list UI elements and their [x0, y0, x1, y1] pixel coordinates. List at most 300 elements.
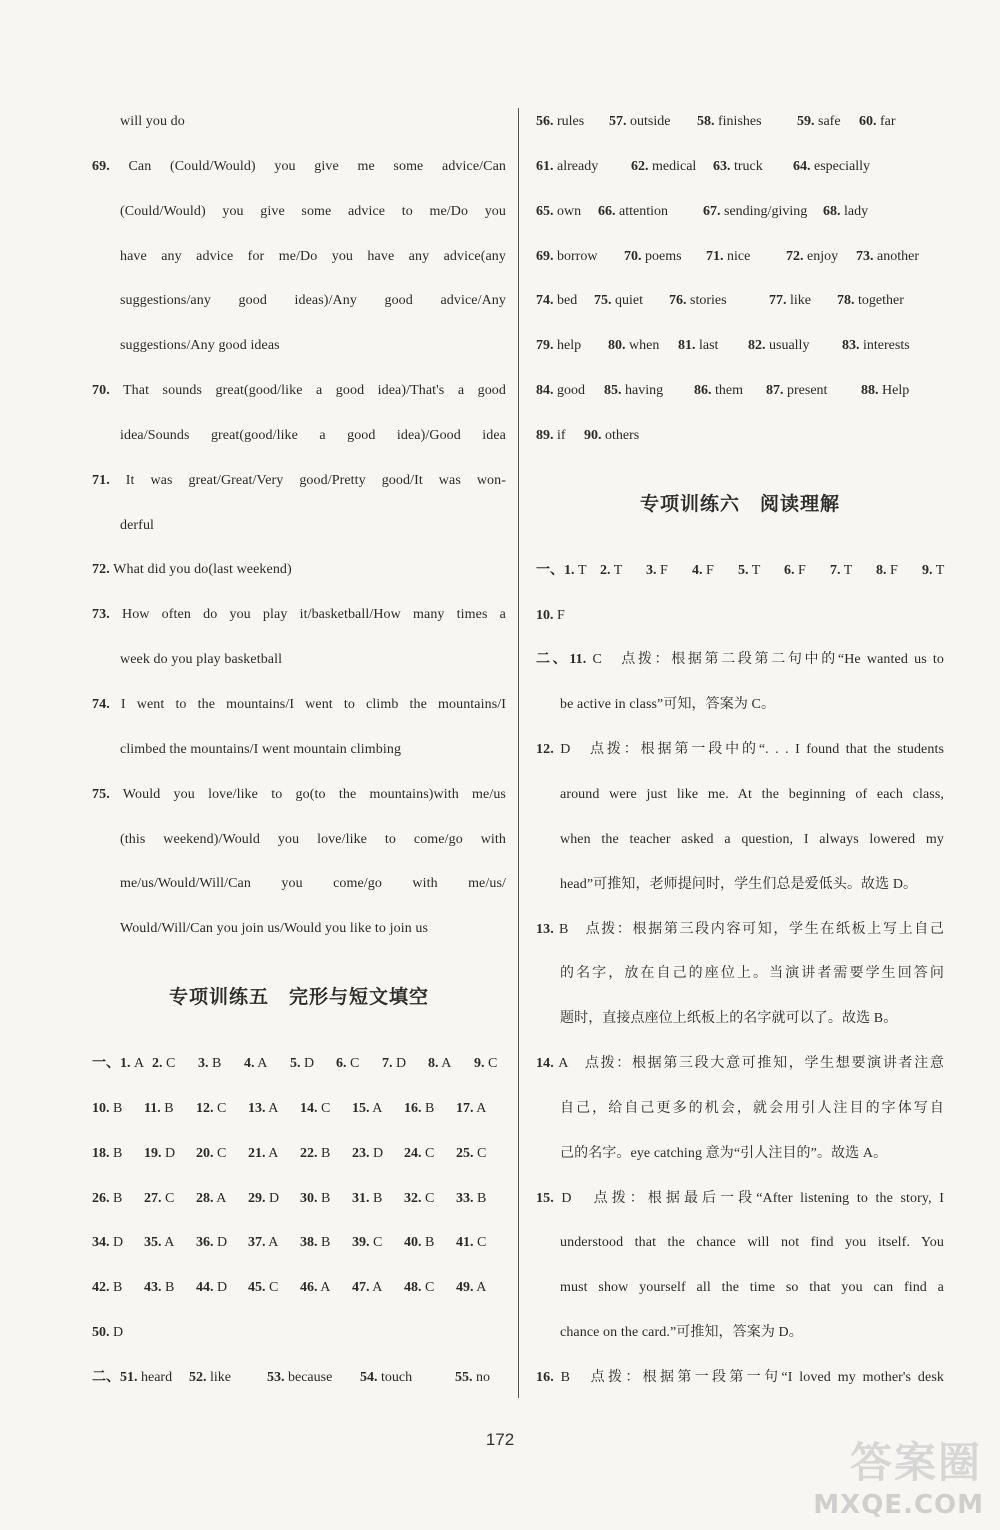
answer-cell — [144, 1266, 196, 1311]
answer-cell — [196, 1132, 248, 1177]
answer-value: A — [369, 1280, 383, 1296]
reading-explanations — [536, 638, 944, 1400]
answer-value: interests — [859, 338, 910, 354]
answer-cell — [267, 1356, 360, 1401]
answer-value: B — [109, 1100, 123, 1116]
answer-text: How often do you play it/basketball/How many times a — [109, 607, 506, 623]
answer-text: It was great/Great/Very good/Pretty good/It was won- — [109, 472, 506, 488]
question-number: 86. — [694, 383, 712, 399]
answer-cell — [861, 369, 931, 414]
question-number: 90. — [584, 427, 602, 443]
answer-value: A — [130, 1056, 145, 1072]
answer-cell — [92, 1132, 144, 1177]
question-number: 71. — [92, 472, 110, 488]
answer-cell — [631, 145, 713, 190]
question-number: 二、51. — [92, 1369, 138, 1385]
question-number: 80. — [608, 338, 626, 354]
answer-line — [92, 100, 506, 145]
answer-text: 己的名字。eye catching 意为“引人注目的”。故选 A。 — [560, 1145, 888, 1161]
answer-text: head”可推知，老师提问时，学生们总是爱低头。故选 D。 — [560, 876, 918, 892]
answer-value: especially — [810, 158, 870, 174]
answer-cell — [196, 1266, 248, 1311]
answer-value: C — [265, 1280, 279, 1296]
question-number: 48. — [404, 1280, 422, 1296]
answer-line — [536, 952, 944, 997]
question-number: 31. — [352, 1190, 370, 1206]
answer-value: finishes — [714, 114, 762, 129]
question-number: 9. — [922, 562, 933, 578]
question-number: 4. — [244, 1056, 255, 1072]
question-number: 42. — [92, 1280, 110, 1296]
answer-row — [536, 549, 944, 594]
answer-cell — [678, 324, 748, 369]
answer-value: because — [284, 1369, 333, 1385]
left-column — [92, 100, 506, 1401]
answer-cell — [300, 1266, 352, 1311]
answer-row — [536, 145, 944, 190]
question-number: 75. — [92, 786, 110, 802]
answer-value: T — [574, 562, 587, 578]
answer-cell — [536, 324, 608, 369]
answer-value: A — [473, 1280, 487, 1296]
answer-text: derful — [120, 517, 155, 533]
answer-value: A — [369, 1100, 383, 1116]
question-number: 3. — [198, 1056, 209, 1072]
question-number: 70. — [624, 248, 642, 264]
answer-row — [536, 324, 944, 369]
answer-value: D — [213, 1235, 228, 1251]
answer-value: A — [254, 1056, 268, 1072]
answer-cell — [694, 369, 766, 414]
answer-cell — [456, 1132, 506, 1177]
answer-row — [92, 1221, 506, 1266]
question-number: 68. — [823, 203, 841, 219]
answer-cell — [144, 1087, 196, 1132]
answer-text: me/us/Would/Will/Can you come/go with me/us/ — [120, 876, 506, 892]
answer-cell — [608, 324, 678, 369]
answer-value: C — [484, 1056, 498, 1072]
question-number: 30. — [300, 1190, 318, 1206]
answer-cell — [600, 549, 646, 594]
answer-cell — [360, 1356, 455, 1401]
cloze-answer-grid — [92, 1042, 506, 1401]
question-number: 49. — [456, 1280, 474, 1296]
answer-value: C — [162, 1056, 176, 1072]
answer-cell — [196, 1221, 248, 1266]
answer-text: must show yourself all the time so that you can find a — [560, 1280, 944, 1296]
answer-text: climbed the mountains/I went mountain climbing — [120, 741, 402, 757]
answer-text: Can (Could/Would) you give me some advice/Can — [109, 158, 506, 174]
answer-text: chance on the card.”可推知，答案为 D。 — [560, 1325, 803, 1341]
question-number: 76. — [669, 293, 687, 309]
watermark-logo-text: 答案圈 — [849, 1438, 982, 1487]
answer-value: C — [369, 1235, 383, 1251]
question-number: 11. — [144, 1100, 161, 1116]
answer-value: A — [161, 1235, 175, 1251]
answer-value: B — [317, 1145, 331, 1161]
question-number: 25. — [456, 1145, 474, 1161]
section-heading-5 — [92, 952, 506, 1042]
question-number: 66. — [598, 203, 616, 219]
question-number: 53. — [267, 1369, 285, 1385]
answer-value: T — [932, 562, 945, 578]
question-number: 7. — [830, 562, 841, 578]
question-number: 69. — [92, 158, 110, 174]
answer-cell — [248, 1087, 300, 1132]
question-number: 36. — [196, 1235, 214, 1251]
answer-value: D — [161, 1145, 176, 1161]
answer-cell — [536, 190, 598, 235]
answer-cell — [859, 100, 899, 145]
answer-cell — [456, 1266, 506, 1311]
answer-value: D — [213, 1280, 228, 1296]
question-number: 12. — [196, 1100, 214, 1116]
answer-row — [92, 1266, 506, 1311]
question-number: 44. — [196, 1280, 214, 1296]
answer-cell — [144, 1177, 196, 1222]
question-number: 59. — [797, 114, 815, 129]
answer-cell — [382, 1042, 428, 1087]
answer-cell — [876, 549, 922, 594]
question-number: 40. — [404, 1235, 422, 1251]
answer-line — [536, 1132, 944, 1177]
answer-cell — [823, 190, 883, 235]
answer-text: idea/Sounds great(good/like a good idea)/Good idea — [120, 427, 506, 443]
answer-line — [92, 324, 506, 369]
answer-value: already — [553, 158, 599, 174]
answer-cell — [455, 1356, 505, 1401]
answer-text: when the teacher asked a question, I always lowered my — [560, 831, 944, 847]
question-number: 47. — [352, 1280, 370, 1296]
answer-value: enjoy — [803, 248, 839, 264]
question-number: 73. — [856, 248, 874, 264]
answer-value: touch — [377, 1369, 413, 1385]
answer-cell — [669, 279, 769, 324]
answer-text: D 点拨：根据第一段中的“. . . I found that the students — [553, 742, 944, 758]
answer-cell — [692, 549, 738, 594]
answer-value: rules — [553, 114, 585, 129]
answer-line — [92, 593, 506, 638]
answer-cell — [598, 190, 703, 235]
answer-row — [92, 1087, 506, 1132]
answer-value: B — [109, 1280, 123, 1296]
answer-value: quiet — [611, 293, 643, 309]
answer-row — [92, 1042, 506, 1087]
answer-row — [536, 235, 944, 280]
answer-value: A — [265, 1235, 279, 1251]
answer-cell — [830, 549, 876, 594]
answer-line — [92, 414, 506, 459]
answer-value: no — [472, 1369, 490, 1385]
answer-value: borrow — [553, 248, 598, 264]
question-number: 10. — [536, 607, 554, 623]
answer-cell — [536, 414, 584, 459]
question-number: 64. — [793, 158, 811, 174]
answer-value: B — [421, 1100, 435, 1116]
question-number: 63. — [713, 158, 731, 174]
question-number: 7. — [382, 1056, 393, 1072]
answer-cell — [837, 279, 927, 324]
answer-value: B — [317, 1235, 331, 1251]
answer-line — [92, 235, 506, 280]
question-number: 78. — [837, 293, 855, 309]
answer-cell — [144, 1132, 196, 1177]
answer-value: if — [553, 427, 566, 443]
answer-value: B — [421, 1235, 435, 1251]
answer-value: help — [553, 338, 582, 354]
answer-value: D — [265, 1190, 280, 1206]
question-number: 57. — [609, 114, 627, 129]
answer-text: will you do — [120, 114, 185, 129]
answer-value: D — [109, 1235, 124, 1251]
answer-value: D — [392, 1056, 407, 1072]
answer-line — [536, 773, 944, 818]
answer-cell — [92, 1177, 144, 1222]
answer-value: others — [601, 427, 640, 443]
answer-value: A — [438, 1056, 452, 1072]
answer-cell — [706, 235, 786, 280]
question-number: 二、11. — [536, 652, 587, 668]
answer-value: when — [625, 338, 660, 354]
question-number: 46. — [300, 1280, 318, 1296]
answer-value: T — [748, 562, 761, 578]
question-number: 74. — [92, 696, 110, 712]
answer-text: suggestions/Any good ideas — [120, 338, 280, 354]
answer-cell — [697, 100, 797, 145]
question-number: 一、1. — [92, 1056, 131, 1072]
heading-title: 阅读理解 — [760, 492, 841, 515]
question-number: 6. — [784, 562, 795, 578]
question-number: 84. — [536, 383, 554, 399]
question-number: 33. — [456, 1190, 474, 1206]
question-number: 39. — [352, 1235, 370, 1251]
question-number: 65. — [536, 203, 554, 219]
answer-cell — [536, 100, 609, 145]
answer-value: F — [702, 562, 714, 578]
answer-row — [536, 190, 944, 235]
answer-value: B — [109, 1145, 123, 1161]
answer-text: C 点拨：根据第二段第二句中的“He wanted us to — [586, 652, 945, 668]
question-number: 75. — [594, 293, 612, 309]
fill-in-answer-grid — [536, 100, 944, 459]
answer-value: A — [317, 1280, 331, 1296]
answer-cell — [196, 1177, 248, 1222]
left-answer-lines — [92, 100, 506, 952]
question-number: 74. — [536, 293, 554, 309]
answer-value: like — [206, 1369, 231, 1385]
answer-line — [536, 728, 944, 773]
answer-cell — [352, 1177, 404, 1222]
question-number: 54. — [360, 1369, 378, 1385]
question-number: 6. — [336, 1056, 347, 1072]
question-number: 12. — [536, 742, 554, 758]
answer-cell — [196, 1087, 248, 1132]
answer-row — [536, 594, 944, 639]
answer-value: usually — [765, 338, 810, 354]
question-number: 85. — [604, 383, 622, 399]
answer-value: D — [109, 1325, 124, 1341]
answer-value: truck — [730, 158, 763, 174]
answer-value: present — [783, 383, 828, 399]
answer-cell — [336, 1042, 382, 1087]
answer-value: Help — [878, 383, 910, 399]
question-number: 26. — [92, 1190, 110, 1206]
answer-line — [92, 369, 506, 414]
answer-cell — [248, 1266, 300, 1311]
answer-line — [92, 683, 506, 728]
answer-value: B — [109, 1190, 123, 1206]
question-number: 67. — [703, 203, 721, 219]
question-number: 52. — [189, 1369, 207, 1385]
answer-cell — [404, 1087, 456, 1132]
question-number: 3. — [646, 562, 657, 578]
watermark-logo — [788, 1430, 988, 1522]
question-number: 2. — [152, 1056, 163, 1072]
answer-cell — [189, 1356, 267, 1401]
answer-cell — [856, 235, 936, 280]
answer-cell — [300, 1221, 352, 1266]
answer-line — [92, 907, 506, 952]
answer-text: 题时，直接点座位上纸板上的名字就可以了。故选 B。 — [560, 1011, 898, 1027]
answer-line — [536, 638, 944, 683]
answer-cell — [92, 1356, 189, 1401]
question-number: 18. — [92, 1145, 110, 1161]
answer-value: A — [265, 1145, 279, 1161]
answer-value: C — [213, 1145, 227, 1161]
answer-value: F — [886, 562, 898, 578]
answer-row — [92, 1132, 506, 1177]
answer-text: A 点拨：根据第三段大意可推知，学生想要演讲者注意 — [553, 1056, 944, 1072]
answer-cell — [300, 1087, 352, 1132]
question-number: 4. — [692, 562, 703, 578]
answer-line — [536, 1042, 944, 1087]
question-number: 一、1. — [536, 562, 575, 578]
answer-cell — [92, 1221, 144, 1266]
question-number: 69. — [536, 248, 554, 264]
answer-value: C — [346, 1056, 360, 1072]
question-number: 72. — [92, 562, 110, 578]
answer-cell — [352, 1132, 404, 1177]
answer-value: C — [213, 1100, 227, 1116]
answer-cell — [594, 279, 669, 324]
answer-line — [92, 279, 506, 324]
answer-cell — [404, 1177, 456, 1222]
question-number: 28. — [196, 1190, 214, 1206]
answer-text: 自己，给自己更多的机会，就会用引人注目的字体写自 — [560, 1100, 944, 1116]
answer-value: bed — [553, 293, 578, 309]
answer-cell — [92, 1042, 152, 1087]
answer-cell — [456, 1087, 506, 1132]
answer-line — [536, 908, 944, 953]
answer-row — [536, 414, 944, 459]
answer-value: C — [421, 1190, 435, 1206]
answer-value: outside — [626, 114, 671, 129]
answer-value: them — [711, 383, 743, 399]
question-number: 29. — [248, 1190, 266, 1206]
answer-value: C — [421, 1145, 435, 1161]
answer-value: poems — [641, 248, 682, 264]
answer-cell — [144, 1221, 196, 1266]
answer-cell — [248, 1177, 300, 1222]
answer-value: sending/giving — [720, 203, 808, 219]
answer-cell — [428, 1042, 474, 1087]
question-number: 61. — [536, 158, 554, 174]
section-heading-6 — [536, 459, 944, 549]
answer-cell — [713, 145, 793, 190]
watermark-url: MXQE.COM — [813, 1490, 984, 1520]
question-number: 23. — [352, 1145, 370, 1161]
answer-row — [92, 1177, 506, 1222]
answer-value: heard — [137, 1369, 173, 1385]
answer-cell — [624, 235, 706, 280]
answer-value: stories — [686, 293, 727, 309]
answer-cell — [842, 324, 932, 369]
question-number: 16. — [404, 1100, 422, 1116]
question-number: 88. — [861, 383, 879, 399]
answer-line — [536, 1087, 944, 1132]
answer-row — [92, 1356, 506, 1401]
answer-cell — [352, 1266, 404, 1311]
answer-line — [92, 504, 506, 549]
heading-number: 专项训练六 — [639, 492, 740, 515]
answer-cell — [769, 279, 837, 324]
question-number: 17. — [456, 1100, 474, 1116]
question-number: 15. — [536, 1190, 554, 1206]
answer-line — [92, 728, 506, 773]
question-number: 5. — [290, 1056, 301, 1072]
question-number: 43. — [144, 1280, 162, 1296]
answer-text: (Could/Would) you give some advice to me/Do you — [120, 203, 506, 219]
answer-value: having — [621, 383, 664, 399]
answer-cell — [352, 1221, 404, 1266]
answer-cell — [766, 369, 861, 414]
question-number: 34. — [92, 1235, 110, 1251]
answer-value: A — [473, 1100, 487, 1116]
answer-value: F — [794, 562, 806, 578]
answer-value: another — [873, 248, 919, 264]
question-number: 16. — [536, 1369, 554, 1385]
answer-line — [536, 1356, 944, 1401]
question-number: 8. — [876, 562, 887, 578]
question-number: 71. — [706, 248, 724, 264]
answer-value: C — [317, 1100, 331, 1116]
question-number: 20. — [196, 1145, 214, 1161]
answer-cell — [92, 1266, 144, 1311]
answer-line — [92, 862, 506, 907]
question-number: 55. — [455, 1369, 473, 1385]
answer-cell — [786, 235, 856, 280]
answer-cell — [536, 549, 600, 594]
answer-text: around were just like me. At the beginning of each class, — [560, 786, 944, 802]
question-number: 5. — [738, 562, 749, 578]
answer-cell — [536, 369, 604, 414]
question-number: 38. — [300, 1235, 318, 1251]
question-number: 8. — [428, 1056, 439, 1072]
answer-value: T — [840, 562, 853, 578]
answer-cell — [536, 594, 596, 639]
answer-cell — [784, 549, 830, 594]
answer-text: understood that the chance will not find you itself. You — [560, 1235, 944, 1251]
answer-line — [92, 548, 506, 593]
answer-cell — [352, 1087, 404, 1132]
answer-cell — [456, 1177, 506, 1222]
answer-value: C — [421, 1280, 435, 1296]
question-number: 56. — [536, 114, 554, 129]
heading-number: 专项训练五 — [168, 986, 269, 1009]
answer-value: nice — [723, 248, 751, 264]
answer-line — [536, 1177, 944, 1222]
answer-value: B — [473, 1190, 487, 1206]
